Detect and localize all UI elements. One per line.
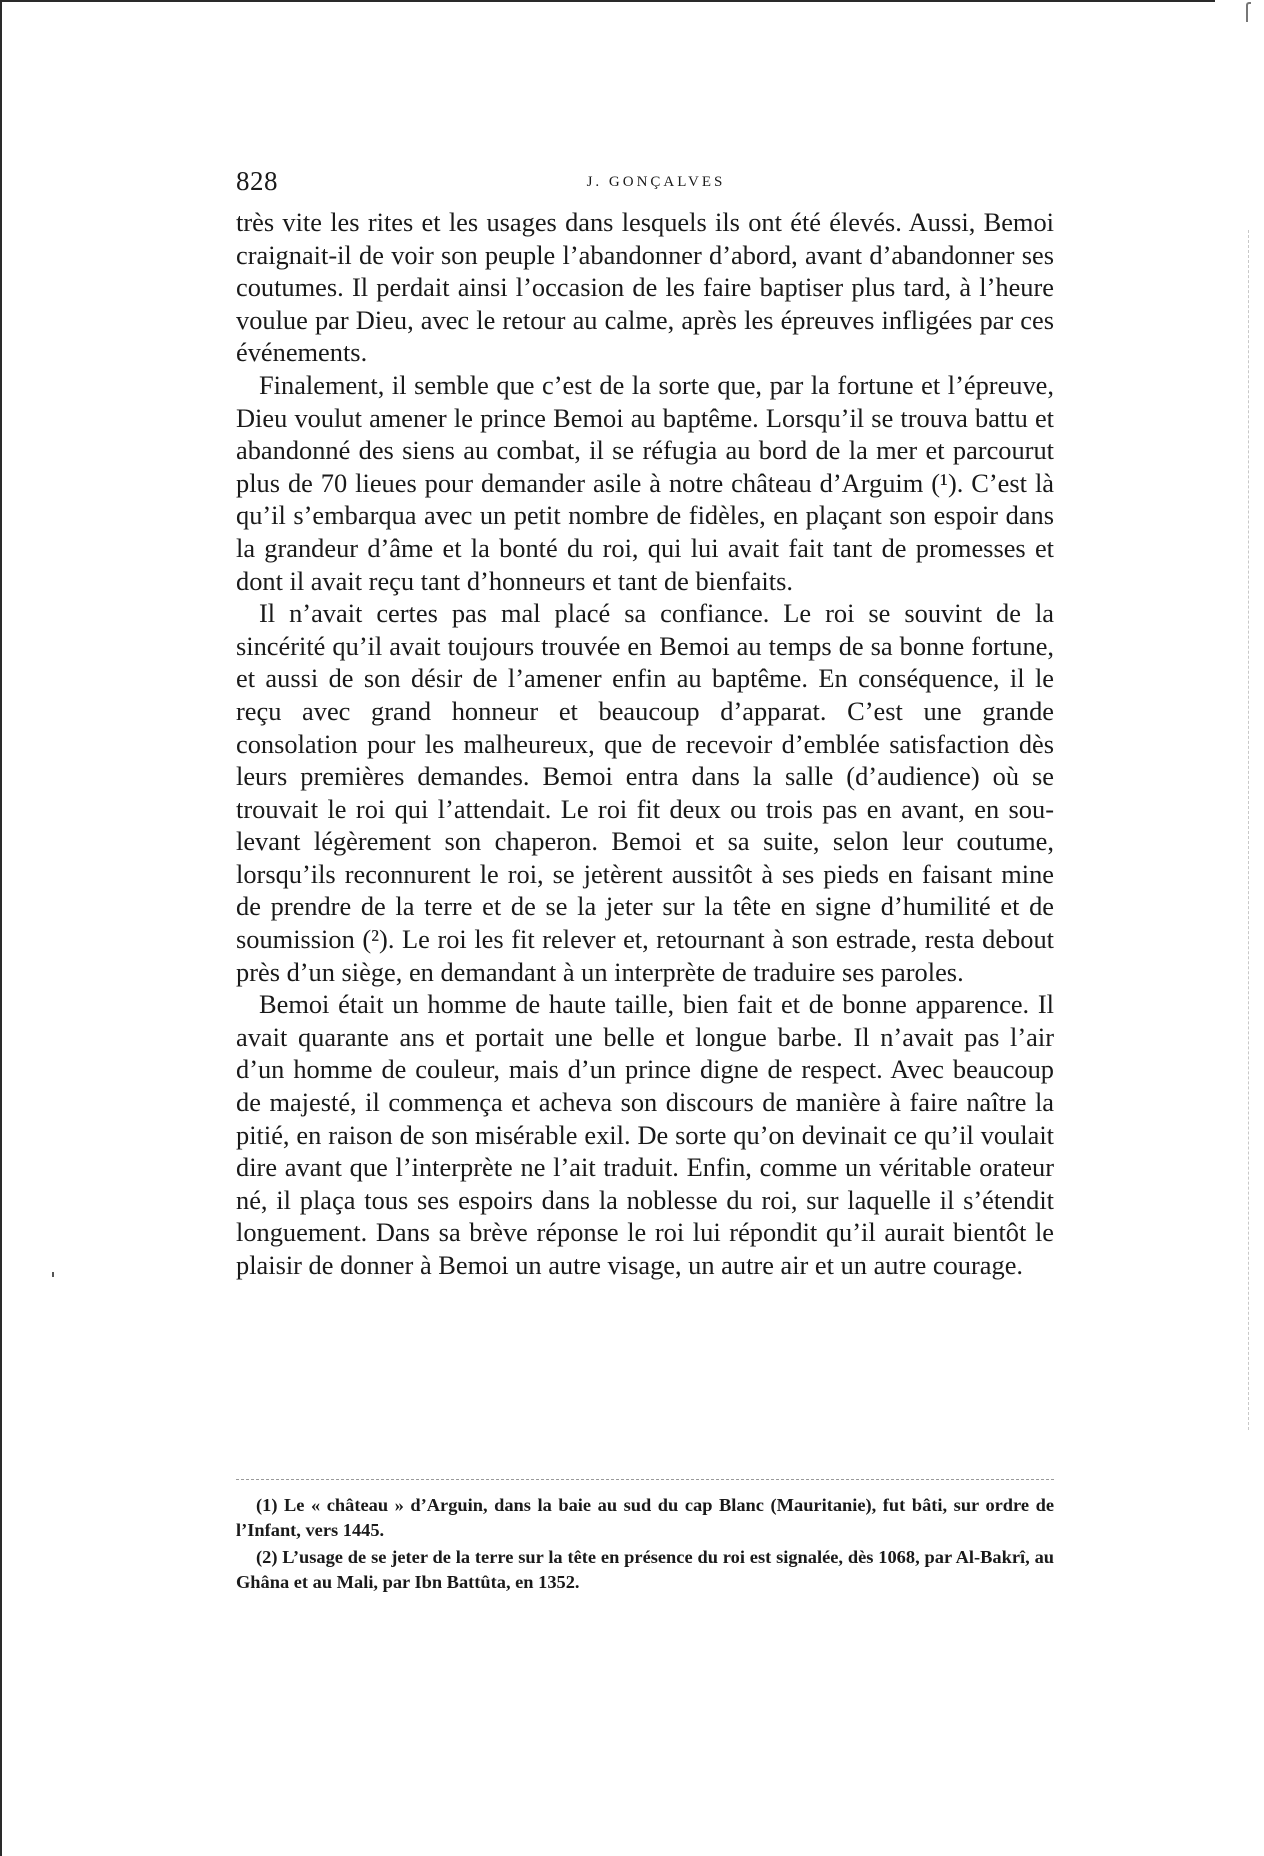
running-head <box>236 166 1056 196</box>
paragraph: Il n’avait certes pas mal placé sa confiance. Le roi se souvint de la sincérité qu’il avait toujours trouvée en Bemoi au temps de sa bonne fortune, et aussi de son désir de l’amener enfin au baptême. En conséquence, il le reçu avec grand honneur et beaucoup d’apparat. C’est une grande consolation pour les malheureux, que de recevoir d’emblée satisfaction dès leurs premières demandes. Bemoi entra dans la salle (d’audience) où se trouvait le roi qui l’attendait. Le roi fit deux ou trois pas en avant, en soulevant légèrement son chaperon. Bemoi et sa suite, selon leur coutume, lorsqu’ils reconnurent le roi, se jetèrent aussitôt à ses pieds en faisant mine de prendre de la terre et de se la jeter sur la tête en signe d’humilité et de soumission (²). Le roi les fit relever et, retournant à son estrade, resta debout près d’un siège, en demandant à un interprète de traduire ses paroles. <box>236 598 1054 987</box>
scan-border-left <box>0 0 2 1856</box>
footnote-2: (2) L’usage de se jeter de la terre sur la tête en présence du roi est signalée, dès 1068, par Al-Bakrî, au Ghâna et au Mali, par Ibn Battûta, en 1352. <box>236 1547 1054 1592</box>
scan-corner-mark <box>1246 2 1251 22</box>
paragraph: Finalement, il semble que c’est de la sorte que, par la fortune et l’épreuve, Dieu voulut amener le prince Bemoi au baptême. Lorsqu’il se trouva battu et abandonné des siens au combat, il se réfugia au bord de la mer et parcourut plus de 70 lieues pour demander asile à notre château d’Arguim (¹). C’est là qu’il s’embarqua avec un petit nombre de fidèles, en plaçant son espoir dans la grandeur d’âme et la bonté du roi, qui lui avait fait tant de promesses et dont il avait reçu tant d’honneurs et tant de bienfaits. <box>236 369 1054 596</box>
author-running-title: J. GONÇALVES <box>586 174 726 190</box>
scan-speck <box>52 1272 54 1277</box>
footnote-separator <box>236 1479 1054 1480</box>
footnote-1: (1) Le « château » d’Arguin, dans la baie au sud du cap Blanc (Mauritanie), fut bâti, sur ordre de l’Infant, vers 1445. <box>236 1495 1054 1540</box>
footnotes <box>236 1493 1054 1597</box>
paragraph-continued: très vite les rites et les usages dans lesquels ils ont été élevés. Aussi, Bemoi craignait-il de voir son peuple l’abandonner d’abord, avant d’abandonner ses coutumes. Il perdait ainsi l’occasion de les faire baptiser plus tard, à l’heure voulue par Dieu, avec le retour au calme, après les épreuves infligées par ces événements. <box>236 207 1054 368</box>
body-text <box>236 206 1054 1282</box>
page-number: 828 <box>236 166 278 196</box>
scan-fold-line <box>1248 230 1250 1430</box>
paragraph: Bemoi était un homme de haute taille, bien fait et de bonne apparence. Il avait quarante ans et portait une belle et longue barbe. Il n’avait pas l’air d’un homme de couleur, mais d’un prince digne de respect. Avec beaucoup de majesté, il commença et acheva son discours de manière à faire naître la pitié, en raison de son misérable exil. De sorte qu’on devinait ce qu’il voulait dire avant que l’interprète ne l’ait traduit. Enfin, comme un véritable orateur né, il plaça tous ses espoirs dans la noblesse du roi, sur laquelle il s’étendit longuement. Dans sa brève réponse le roi lui répondit qu’il aurait bientôt le plaisir de donner à Bemoi un autre visage, un autre air et un autre courage. <box>236 989 1054 1280</box>
scan-border-top <box>0 0 1215 2</box>
